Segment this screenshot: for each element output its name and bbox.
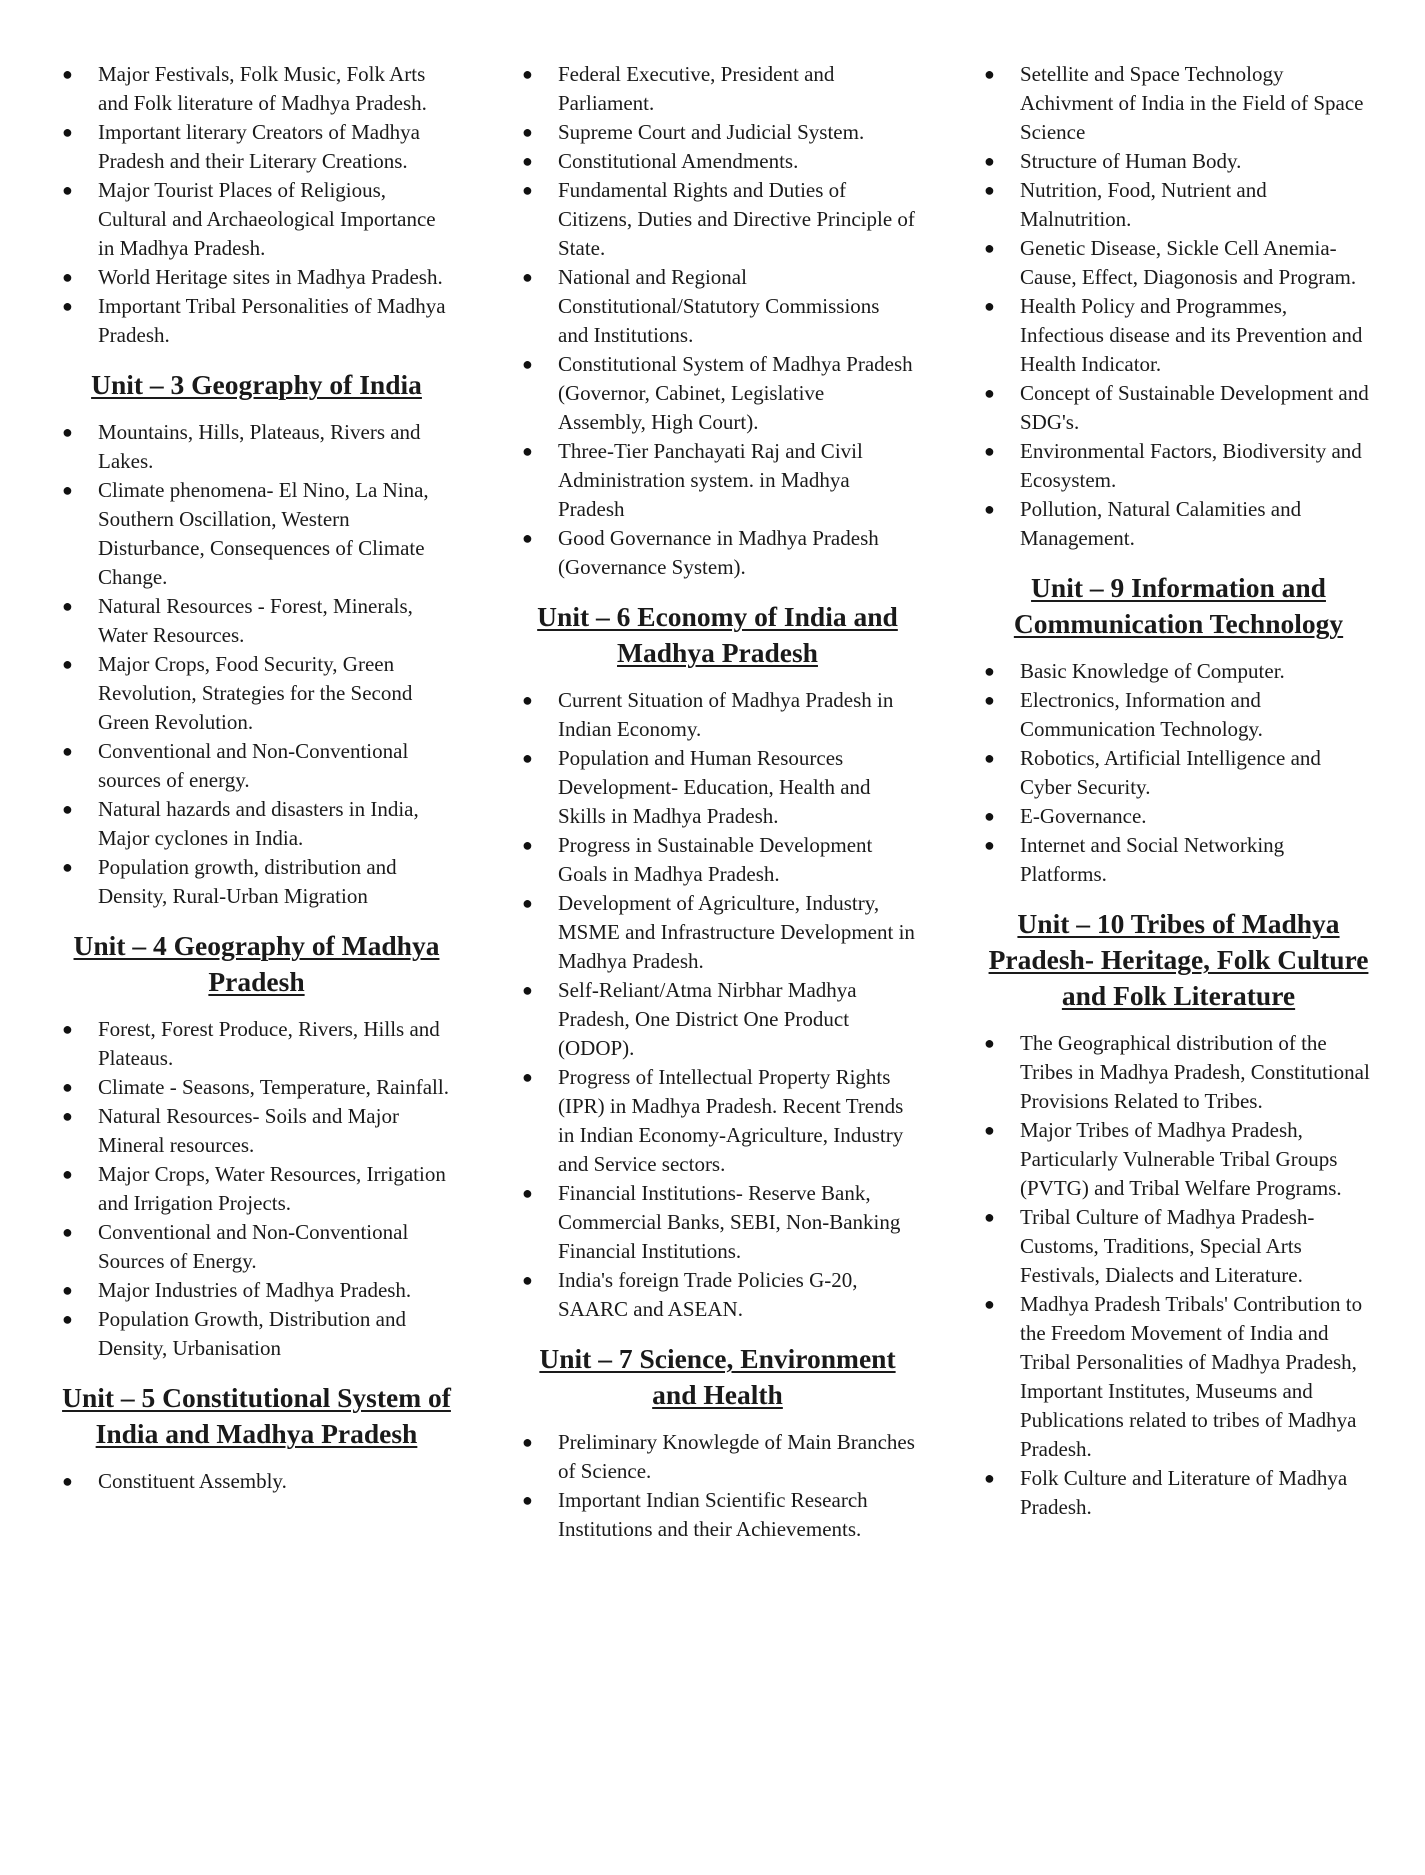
- topic-list: [60, 60, 453, 350]
- topic-text: Mountains, Hills, Plateaus, Rivers and Lakes.: [98, 420, 421, 473]
- topic-item: [982, 802, 1375, 831]
- syllabus-section: [60, 928, 453, 1363]
- topic-item: [520, 976, 915, 1063]
- bullet-icon: ●: [62, 1222, 73, 1242]
- bullet-icon: ●: [522, 441, 533, 461]
- topic-item: [520, 1428, 915, 1486]
- topic-text: Climate - Seasons, Temperature, Rainfall.: [98, 1075, 449, 1099]
- topic-text: Forest, Forest Produce, Rivers, Hills and Plateaus.: [98, 1017, 440, 1070]
- topic-text: Preliminary Knowlegde of Main Branches of Science.: [558, 1430, 915, 1483]
- bullet-icon: ●: [984, 1033, 995, 1053]
- topic-text: Important Tribal Personalities of Madhya Pradesh.: [98, 294, 446, 347]
- topic-item: [982, 1290, 1375, 1464]
- topic-text: Natural Resources - Forest, Minerals, Water Resources.: [98, 594, 413, 647]
- bullet-icon: ●: [62, 741, 73, 761]
- bullet-icon: ●: [984, 383, 995, 403]
- topic-text: Three-Tier Panchayati Raj and Civil Administration system. in Madhya Pradesh: [558, 439, 863, 521]
- bullet-icon: ●: [62, 64, 73, 84]
- bullet-icon: ●: [62, 1077, 73, 1097]
- topic-text: Major Festivals, Folk Music, Folk Arts and Folk literature of Madhya Pradesh.: [98, 62, 427, 115]
- bullet-icon: ●: [984, 661, 995, 681]
- topic-text: Population Growth, Distribution and Density, Urbanisation: [98, 1307, 406, 1360]
- topic-item: [60, 853, 453, 911]
- bullet-icon: ●: [522, 690, 533, 710]
- topic-item: [520, 263, 915, 350]
- syllabus-section: [60, 1380, 453, 1496]
- topic-item: [60, 592, 453, 650]
- bullet-icon: ●: [522, 1183, 533, 1203]
- topic-item: [982, 831, 1375, 889]
- topic-text: Conventional and Non-Conventional Sources of Energy.: [98, 1220, 409, 1273]
- topic-text: Federal Executive, President and Parliament.: [558, 62, 835, 115]
- bullet-icon: ●: [522, 835, 533, 855]
- bullet-icon: ●: [522, 267, 533, 287]
- bullet-icon: ●: [522, 893, 533, 913]
- topic-list: [982, 657, 1375, 889]
- bullet-icon: ●: [62, 180, 73, 200]
- topic-text: National and Regional Constitutional/Statutory Commissions and Institutions.: [558, 265, 880, 347]
- topic-item: [520, 1266, 915, 1324]
- topic-item: [520, 350, 915, 437]
- topic-text: Folk Culture and Literature of Madhya Pradesh.: [1020, 1466, 1348, 1519]
- bullet-icon: ●: [984, 1207, 995, 1227]
- topic-text: India's foreign Trade Policies G-20, SAARC and ASEAN.: [558, 1268, 858, 1321]
- topic-text: Progress in Sustainable Development Goals in Madhya Pradesh.: [558, 833, 873, 886]
- topic-item: [60, 60, 453, 118]
- bullet-icon: ●: [984, 835, 995, 855]
- syllabus-section: [520, 599, 915, 1324]
- topic-item: [982, 147, 1375, 176]
- bullet-icon: ●: [522, 980, 533, 1000]
- topic-item: [520, 60, 915, 118]
- topic-text: Good Governance in Madhya Pradesh (Governance System).: [558, 526, 879, 579]
- bullet-icon: ●: [62, 857, 73, 877]
- bullet-icon: ●: [62, 1019, 73, 1039]
- unit-title: Unit – 4 Geography of Madhya Pradesh: [73, 930, 440, 997]
- bullet-icon: ●: [984, 690, 995, 710]
- topic-list: [60, 418, 453, 911]
- topic-list: [520, 686, 915, 1324]
- syllabus-section: [520, 1341, 915, 1544]
- bullet-icon: ●: [62, 654, 73, 674]
- topic-item: [982, 657, 1375, 686]
- topic-item: [520, 437, 915, 524]
- bullet-icon: ●: [522, 64, 533, 84]
- bullet-icon: ●: [62, 1164, 73, 1184]
- topic-text: Genetic Disease, Sickle Cell Anemia-Cause, Effect, Diagonosis and Program.: [1020, 236, 1357, 289]
- topic-item: [60, 1276, 453, 1305]
- bullet-icon: ●: [984, 296, 995, 316]
- topic-text: Major Tribes of Madhya Pradesh, Particularly Vulnerable Tribal Groups (PVTG) and Tribal Welfare Programs.: [1020, 1118, 1342, 1200]
- topic-item: [982, 686, 1375, 744]
- topic-item: [60, 176, 453, 263]
- topic-item: [520, 1063, 915, 1179]
- bullet-icon: ●: [522, 1270, 533, 1290]
- topic-text: Fundamental Rights and Duties of Citizens, Duties and Directive Principle of State.: [558, 178, 915, 260]
- topic-list: [520, 60, 915, 582]
- bullet-icon: ●: [62, 1106, 73, 1126]
- topic-text: E-Governance.: [1020, 804, 1147, 828]
- topic-item: [60, 737, 453, 795]
- bullet-icon: ●: [984, 499, 995, 519]
- topic-item: [60, 1467, 453, 1496]
- syllabus-section: [982, 570, 1375, 889]
- bullet-icon: ●: [522, 748, 533, 768]
- topic-text: Robotics, Artificial Intelligence and Cyber Security.: [1020, 746, 1321, 799]
- bullet-icon: ●: [62, 1280, 73, 1300]
- bullet-icon: ●: [984, 1120, 995, 1140]
- topic-item: [520, 744, 915, 831]
- syllabus-section: [982, 906, 1375, 1522]
- topic-item: [60, 418, 453, 476]
- unit-title: Unit – 7 Science, Environment and Health: [539, 1343, 896, 1410]
- bullet-icon: ●: [984, 1468, 995, 1488]
- topic-item: [520, 1486, 915, 1544]
- topic-text: Nutrition, Food, Nutrient and Malnutrition.: [1020, 178, 1267, 231]
- topic-item: [520, 889, 915, 976]
- syllabus-section: [520, 60, 915, 582]
- topic-text: Population and Human Resources Development- Education, Health and Skills in Madhya Pradesh.: [558, 746, 871, 828]
- topic-item: [60, 476, 453, 592]
- bullet-icon: ●: [984, 180, 995, 200]
- column-2: [520, 60, 915, 1544]
- topic-text: Major Tourist Places of Religious, Cultural and Archaeological Importance in Madhya Pradesh.: [98, 178, 436, 260]
- topic-item: [520, 1179, 915, 1266]
- column-1: [60, 60, 453, 1496]
- topic-text: Major Crops, Food Security, Green Revolution, Strategies for the Second Green Revolution.: [98, 652, 413, 734]
- topic-item: [982, 292, 1375, 379]
- topic-text: Financial Institutions- Reserve Bank, Commercial Banks, SEBI, Non-Banking Financial Institutions.: [558, 1181, 901, 1263]
- bullet-icon: ●: [522, 1490, 533, 1510]
- topic-list: [520, 1428, 915, 1544]
- topic-list: [982, 1029, 1375, 1522]
- topic-text: Tribal Culture of Madhya Pradesh-Customs, Traditions, Special Arts Festivals, Dialects and Literature.: [1020, 1205, 1315, 1287]
- topic-text: Population growth, distribution and Density, Rural-Urban Migration: [98, 855, 397, 908]
- topic-item: [982, 1116, 1375, 1203]
- topic-item: [520, 176, 915, 263]
- bullet-icon: ●: [62, 296, 73, 316]
- bullet-icon: ●: [522, 122, 533, 142]
- topic-text: Constitutional Amendments.: [558, 149, 799, 173]
- topic-list: [982, 60, 1375, 553]
- topic-text: Natural Resources- Soils and Major Mineral resources.: [98, 1104, 399, 1157]
- bullet-icon: ●: [522, 151, 533, 171]
- topic-list: [60, 1467, 453, 1496]
- topic-item: [60, 795, 453, 853]
- bullet-icon: ●: [984, 441, 995, 461]
- unit-title: Unit – 3 Geography of India: [91, 369, 422, 400]
- topic-item: [982, 176, 1375, 234]
- bullet-icon: ●: [62, 1309, 73, 1329]
- topic-text: Climate phenomena- El Nino, La Nina, Southern Oscillation, Western Disturbance, Consequences of Climate Change.: [98, 478, 429, 589]
- topic-text: Major Industries of Madhya Pradesh.: [98, 1278, 412, 1302]
- bullet-icon: ●: [62, 1471, 73, 1491]
- bullet-icon: ●: [62, 799, 73, 819]
- topic-item: [60, 263, 453, 292]
- topic-text: Environmental Factors, Biodiversity and Ecosystem.: [1020, 439, 1362, 492]
- topic-item: [520, 147, 915, 176]
- topic-item: [60, 1073, 453, 1102]
- topic-item: [982, 1464, 1375, 1522]
- bullet-icon: ●: [522, 180, 533, 200]
- topic-item: [982, 1029, 1375, 1116]
- topic-item: [982, 437, 1375, 495]
- topic-item: [982, 495, 1375, 553]
- topic-item: [60, 1160, 453, 1218]
- bullet-icon: ●: [522, 1432, 533, 1452]
- topic-item: [982, 379, 1375, 437]
- topic-text: Natural hazards and disasters in India, Major cyclones in India.: [98, 797, 419, 850]
- unit-title: Unit – 9 Information and Communication Technology: [1013, 572, 1344, 639]
- topic-text: Pollution, Natural Calamities and Management.: [1020, 497, 1302, 550]
- syllabus-section: [60, 60, 453, 350]
- topic-item: [60, 1015, 453, 1073]
- topic-text: Major Crops, Water Resources, Irrigation and Irrigation Projects.: [98, 1162, 446, 1215]
- bullet-icon: ●: [62, 596, 73, 616]
- topic-text: Conventional and Non-Conventional sources of energy.: [98, 739, 409, 792]
- topic-item: [60, 650, 453, 737]
- topic-text: Supreme Court and Judicial System.: [558, 120, 865, 144]
- bullet-icon: ●: [984, 1294, 995, 1314]
- topic-item: [60, 1218, 453, 1276]
- bullet-icon: ●: [62, 422, 73, 442]
- bullet-icon: ●: [984, 748, 995, 768]
- topic-item: [520, 686, 915, 744]
- bullet-icon: ●: [522, 354, 533, 374]
- bullet-icon: ●: [62, 267, 73, 287]
- topic-text: Constituent Assembly.: [98, 1469, 287, 1493]
- bullet-icon: ●: [62, 122, 73, 142]
- bullet-icon: ●: [522, 1067, 533, 1087]
- unit-title: Unit – 6 Economy of India and Madhya Pradesh: [537, 601, 898, 668]
- topic-text: The Geographical distribution of the Tribes in Madhya Pradesh, Constitutional Provisions Related to Tribes.: [1020, 1031, 1370, 1113]
- topic-text: Development of Agriculture, Industry, MSME and Infrastructure Development in Madhya Pradesh.: [558, 891, 915, 973]
- topic-item: [520, 524, 915, 582]
- topic-item: [982, 60, 1375, 147]
- topic-text: Setellite and Space Technology Achivment of India in the Field of Space Science: [1020, 62, 1364, 144]
- topic-text: Structure of Human Body.: [1020, 149, 1242, 173]
- topic-text: Constitutional System of Madhya Pradesh (Governor, Cabinet, Legislative Assembly, High Court).: [558, 352, 913, 434]
- unit-title: Unit – 5 Constitutional System of India and Madhya Pradesh: [62, 1382, 451, 1449]
- syllabus-section: [60, 367, 453, 911]
- topic-item: [520, 831, 915, 889]
- topic-list: [60, 1015, 453, 1363]
- bullet-icon: ●: [984, 238, 995, 258]
- unit-title: Unit – 10 Tribes of Madhya Pradesh- Heritage, Folk Culture and Folk Literature: [988, 908, 1369, 1011]
- bullet-icon: ●: [522, 528, 533, 548]
- syllabus-section: [982, 60, 1375, 553]
- topic-item: [60, 1305, 453, 1363]
- topic-text: Health Policy and Programmes, Infectious disease and its Prevention and Health Indicator.: [1020, 294, 1363, 376]
- topic-item: [982, 744, 1375, 802]
- topic-item: [60, 118, 453, 176]
- topic-text: Internet and Social Networking Platforms.: [1020, 833, 1285, 886]
- topic-text: Concept of Sustainable Development and SDG's.: [1020, 381, 1369, 434]
- bullet-icon: ●: [984, 64, 995, 84]
- topic-item: [60, 1102, 453, 1160]
- topic-text: Self-Reliant/Atma Nirbhar Madhya Pradesh, One District One Product (ODOP).: [558, 978, 857, 1060]
- topic-text: Current Situation of Madhya Pradesh in Indian Economy.: [558, 688, 894, 741]
- bullet-icon: ●: [984, 806, 995, 826]
- topic-text: Electronics, Information and Communication Technology.: [1020, 688, 1263, 741]
- bullet-icon: ●: [62, 480, 73, 500]
- topic-item: [982, 1203, 1375, 1290]
- bullet-icon: ●: [984, 151, 995, 171]
- topic-item: [982, 234, 1375, 292]
- topic-text: Important literary Creators of Madhya Pradesh and their Literary Creations.: [98, 120, 420, 173]
- topic-text: Basic Knowledge of Computer.: [1020, 659, 1285, 683]
- topic-text: Important Indian Scientific Research Institutions and their Achievements.: [558, 1488, 868, 1541]
- topic-text: World Heritage sites in Madhya Pradesh.: [98, 265, 443, 289]
- topic-text: Progress of Intellectual Property Rights (IPR) in Madhya Pradesh. Recent Trends in Indian Economy-Agriculture, Industry and Service sectors.: [558, 1065, 904, 1176]
- topic-text: Madhya Pradesh Tribals' Contribution to the Freedom Movement of India and Tribal Personalities of Madhya Pradesh, Important Institutes, Museums and Publications related to tribes of Madhya Pradesh.: [1020, 1292, 1363, 1461]
- topic-item: [60, 292, 453, 350]
- topic-item: [520, 118, 915, 147]
- column-3: [982, 60, 1375, 1522]
